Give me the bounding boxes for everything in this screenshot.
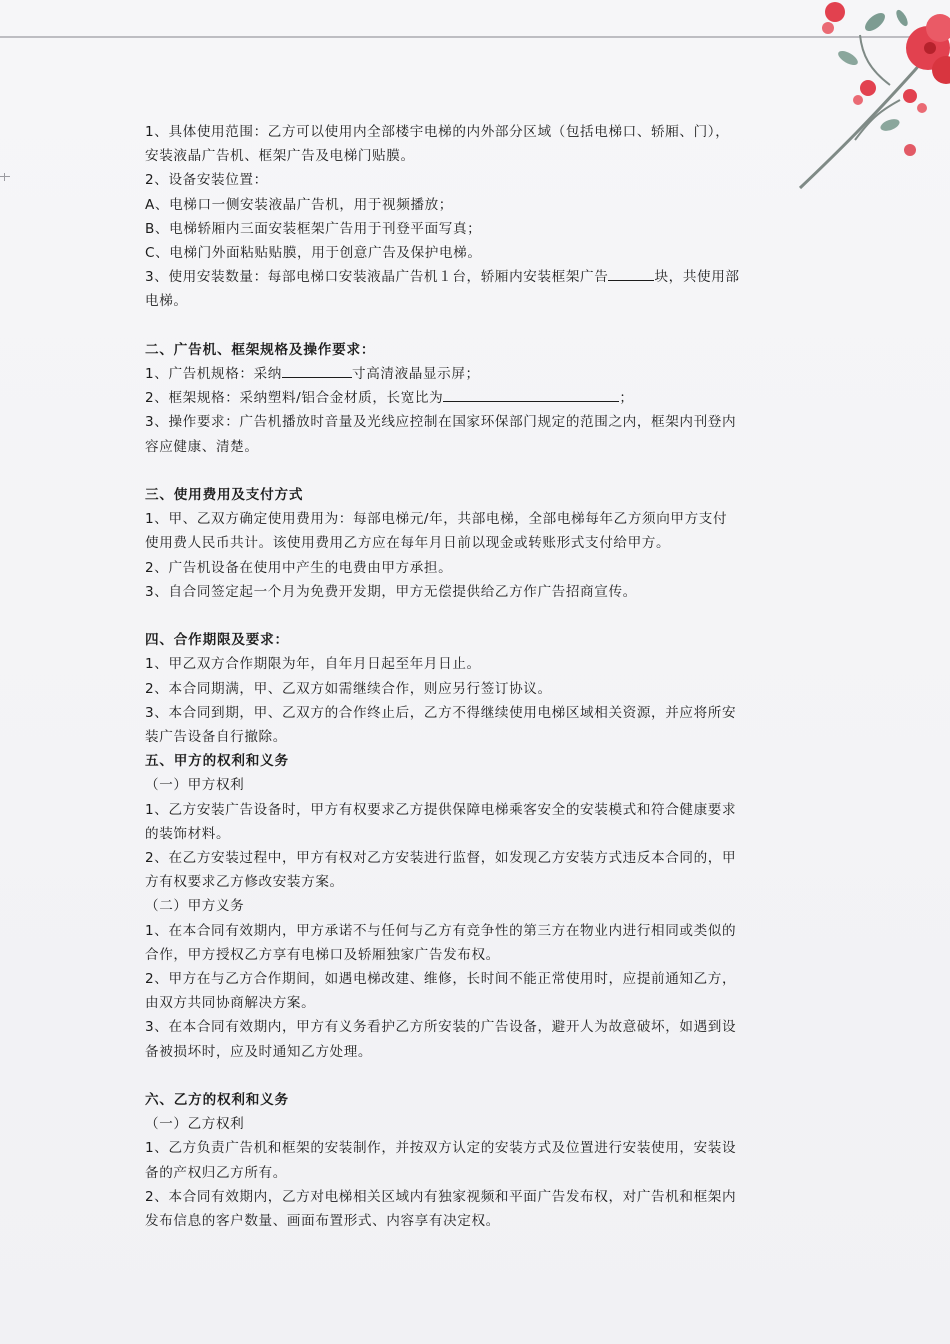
- section-heading: 六、乙方的权利和义务: [145, 1092, 289, 1109]
- text-line: 1、乙方安装广告设备时，甲方有权要求乙方提供保障电梯乘客安全的安装模式和符合健康要求: [145, 801, 737, 818]
- text-line: A、电梯口一侧安装液晶广告机，用于视频播放；: [145, 196, 453, 213]
- spacer: [145, 1064, 813, 1088]
- document-body: [145, 120, 813, 1233]
- text-line: 3、本合同到期，甲、乙双方的合作终止后，乙方不得继续使用电梯区域相关资源，并应将所安: [145, 704, 737, 721]
- spec-text: 2、框架规格：采纳塑料/铝合金材质，长宽比为: [145, 390, 444, 407]
- text-line: 容应健康、清楚。: [145, 438, 259, 455]
- text-line: 电梯。: [145, 293, 188, 310]
- text-line: 由双方共同协商解决方案。: [145, 995, 316, 1012]
- quantity-text: 3、使用安装数量：每部电梯口安装液晶广告机１台，轿厢内安装框架广告: [145, 269, 609, 286]
- text-line: 2、本合同期满，甲、乙双方如需继续合作，则应另行签订协议。: [145, 680, 552, 697]
- fill-blank: [282, 363, 352, 378]
- spec-text: 1、广告机规格：采纳: [145, 366, 282, 383]
- text-line: 的装饰材料。: [145, 825, 231, 842]
- text-line: 1、甲乙双方合作期限为年，自年月日起至年月日止。: [145, 656, 481, 673]
- subsection-heading: （二）甲方义务: [145, 898, 245, 915]
- text-line: 1、甲、乙双方确定使用费用为：每部电梯元/年，共部电梯，全部电梯每年乙方须向甲方支付: [145, 511, 728, 528]
- text-line: 备被损坏时，应及时通知乙方处理。: [145, 1043, 373, 1060]
- fill-blank: [443, 387, 619, 402]
- text-line: 2、本合同有效期内，乙方对电梯相关区域内有独家视频和平面广告发布权，对广告机和框架内: [145, 1188, 737, 1205]
- text-line: 3、在本合同有效期内，甲方有义务看护乙方所安装的广告设备，避开人为故意破坏，如遇到设: [145, 1019, 737, 1036]
- text-line: B、电梯轿厢内三面安装框架广告用于刊登平面写真；: [145, 220, 482, 237]
- spec-text-end: ；: [619, 390, 634, 407]
- spec-line: [145, 386, 813, 410]
- section-heading: 四、合作期限及要求：: [145, 632, 289, 649]
- quantity-line: [145, 265, 813, 289]
- text-line: 1、具体使用范围：乙方可以使用内全部楼宇电梯的内外部分区域（包括电梯口、轿厢、门），: [145, 124, 730, 140]
- spacer: [145, 604, 813, 628]
- text-line: 2、设备安装位置：: [145, 172, 268, 189]
- text-line: 3、自合同签定起一个月为免费开发期，甲方无偿提供给乙方作广告招商宣传。: [145, 583, 637, 600]
- text-line: 1、在本合同有效期内，甲方承诺不与任何与乙方有竞争性的第三方在物业内进行相同或类似的: [145, 922, 737, 939]
- section-heading: 五、甲方的权利和义务: [145, 753, 289, 770]
- text-line: 装广告设备自行撤除。: [145, 729, 287, 746]
- text-line: 2、广告机设备在使用中产生的电费由甲方承担。: [145, 559, 453, 576]
- text-line: 发布信息的客户数量、画面布置形式、内容享有决定权。: [145, 1213, 500, 1230]
- text-line: 1、乙方负责广告机和框架的安装制作，并按双方认定的安装方式及位置进行安装使用，安装设: [145, 1140, 737, 1157]
- text-line: 使用费人民币共计。该使用费用乙方应在每年月日前以现金或转账形式支付给甲方。: [145, 535, 671, 552]
- spec-text-end: 寸高清液晶显示屏；: [352, 366, 480, 383]
- spacer: [145, 459, 813, 483]
- text-line: 2、在乙方安装过程中，甲方有权对乙方安装进行监督，如发现乙方安装方式违反本合同的，甲: [145, 850, 737, 867]
- text-line: 2、甲方在与乙方合作期间，如遇电梯改建、维修，长时间不能正常使用时，应提前通知乙方，: [145, 971, 737, 988]
- section-heading: 三、使用费用及支付方式: [145, 487, 304, 504]
- spacer: [145, 314, 813, 338]
- fill-blank: [608, 266, 654, 281]
- spec-line: [145, 362, 813, 386]
- section-heading: 二、广告机、框架规格及操作要求：: [145, 341, 376, 358]
- margin-mark: [0, 176, 10, 183]
- subsection-heading: （一）乙方权利: [145, 1116, 245, 1133]
- quantity-text-end: 块，共使用部: [654, 269, 740, 286]
- text-line: 合作，甲方授权乙方享有电梯口及轿厢独家广告发布权。: [145, 946, 500, 963]
- text-line: C、电梯门外面粘贴贴膜，用于创意广告及保护电梯。: [145, 245, 482, 262]
- subsection-heading: （一）甲方权利: [145, 777, 245, 794]
- text-line: 备的产权归乙方所有。: [145, 1164, 287, 1181]
- text-line: 安装液晶广告机、框架广告及电梯门贴膜。: [145, 148, 415, 165]
- text-line: 方有权要求乙方修改安装方案。: [145, 874, 344, 891]
- text-line: 3、操作要求：广告机播放时音量及光线应控制在国家环保部门规定的范围之内，框架内刊登内: [145, 414, 737, 431]
